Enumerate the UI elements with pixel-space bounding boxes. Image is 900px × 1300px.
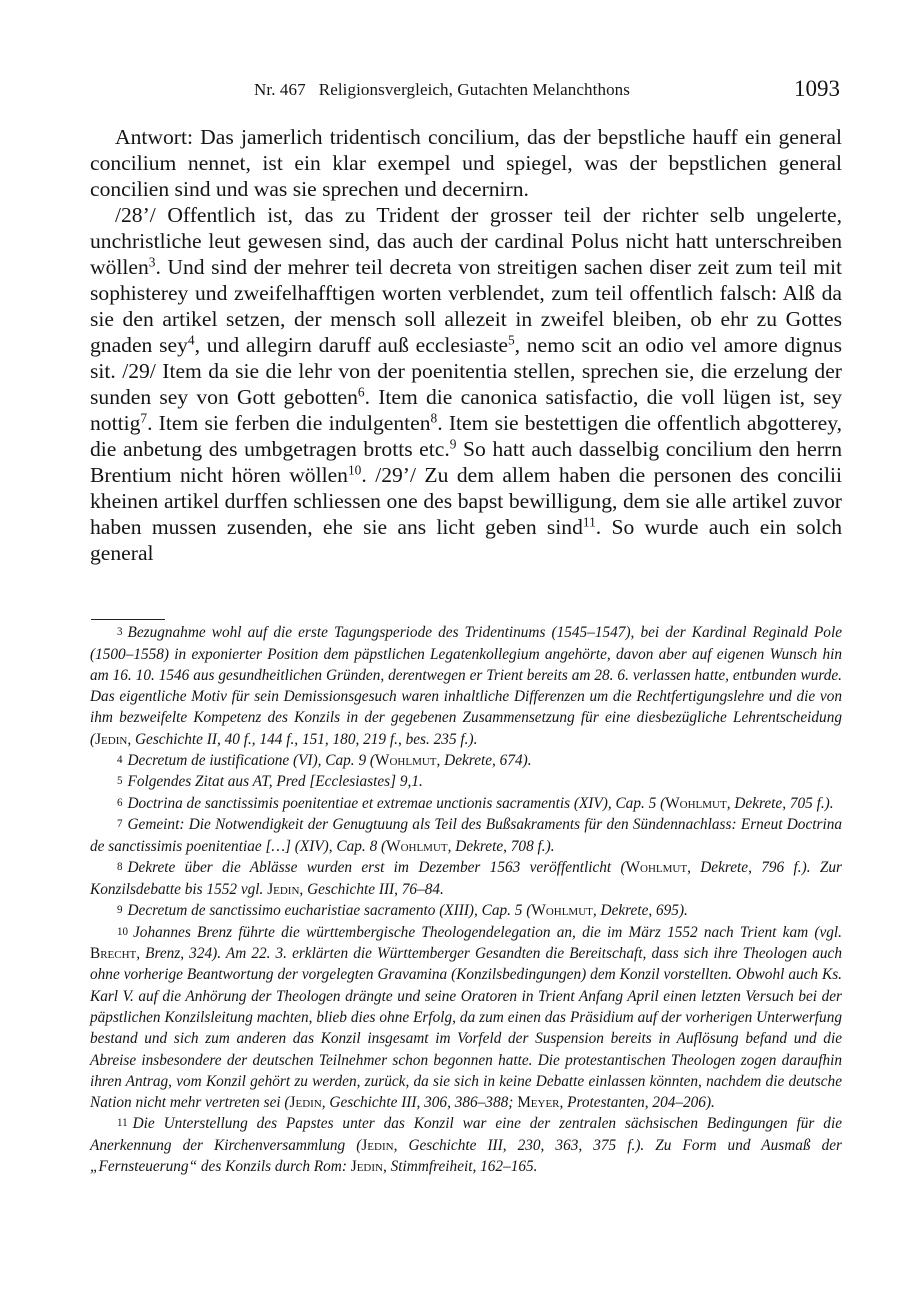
footnote-ref: 9 — [449, 436, 457, 452]
footnote-ref: 4 — [187, 332, 195, 348]
footnote-ref: 6 — [357, 384, 365, 400]
footnote-ref: 10 — [347, 462, 362, 478]
main-text — [90, 124, 842, 566]
footnote-7: 7 Gemeint: Die Notwendigkeit der Genugtuung als Teil des Bußsakraments für den Sündennachlass: Erneut Doctrina de sanctissimis poenitentiae […] (XIV), Cap. 8 (Wohlmut, Dekrete, 708 f.). — [90, 816, 842, 855]
footnote-4: 4 Decretum de iustificatione (VI), Cap. 9 (Wohlmut, Dekrete, 674). — [117, 752, 532, 770]
footnote-ref: 11 — [582, 514, 596, 530]
footnote-ref: 7 — [140, 410, 148, 426]
footnote-8: 8 Dekrete über die Ablässe wurden erst im Dezember 1563 veröffentlicht (Wohlmut, Dekrete, 796 f.). Zur Konzilsdebatte bis 1552 vgl. Jedin, Geschichte III, 76–84. — [90, 859, 842, 898]
footnote-ref: 3 — [148, 254, 156, 270]
footnote-ref: 5 — [507, 332, 515, 348]
footnotes — [90, 622, 842, 1178]
footnote-ref: 8 — [430, 410, 438, 426]
paragraph-answer: Antwort: Das jamerlich tridentisch concilium, das der bepstliche hauff ein general concilium nennet, ist ein klar exempel und spiegel, was der bepstlichen general concilien sind und was sie sprechen und decernirn. — [90, 125, 842, 201]
paragraph-body: /28’/ Offentlich ist, das zu Trident der grosser teil der richter selb ungelerte, unchristliche leut gewesen sind, das auch der cardinal Polus nicht hatt unterschreiben wöllen$^3$. Und sind der mehrer teil decreta von streitigen sachen diser zeit zum teil mit sophisterey und zweifelhafftigen worten verblendet, zum teil offentlich falsch: Alß da sie den artikel setzen, der mensch soll allezeit in zweifel bleiben, ob ehr zu Gottes gnaden sey$^4$, und allegirn daruff auß ecclesiaste$^5$, nemo scit an odio vel amore dignus sit. /29/ Item da sie die lehr von der poenitentia stellen, sprechen sie, die erzelung der sunden sey von Gott gebotten$^6$. Item die canonica satisfactio, die voll lügen ist, sey nottig$^7$. Item sie ferben die indulgenten$^8$. Item sie bestettigen die offentlich abgotterey, die anbetung des umbgetragen brotts etc.$^9$ So hatt auch dasselbig concilium den herrn Brentium nicht hören wöllen$^{10}$. /29’/ Zu dem allem haben die personen des concilii kheinen artikel durffen schliessen one des bapst bewilligung, dem sie alle artikel zuvor haben mussen zusenden, ehe sie ans licht geben sind$^{11}$. So wurde auch ein solch general — [90, 203, 842, 565]
page-number: 1093 — [794, 76, 840, 101]
running-title: Nr. 467 Religionsvergleich, Gutachten Melanchthons — [254, 80, 630, 99]
footnote-5: 5 Folgendes Zitat aus AT, Pred [Ecclesiastes] 9,1. — [117, 773, 423, 791]
footnote-9: 9 Decretum de sanctissimo eucharistiae sacramento (XIII), Cap. 5 (Wohlmut, Dekrete, 695). — [117, 902, 688, 920]
footnote-10: 10 Johannes Brenz führte die württembergische Theologendelegation an, die im März 1552 nach Trient kam (vgl. Brecht, Brenz, 324). Am 22. 3. erklärten die Württemberger Gesandten die Bereitschaft, dass sich ihre Theologen auch ohne vorherige Beantwortung der vorgelegten Gravamina (Konzilsbedingungen) dem Konzil vorstellten. Obwohl auch Ks. Karl V. auf die Anhörung der Theologen drängte und seine Oratoren in Trient Anfang April einen letzten Versuch bei der päpstlichen Konzilsleitung machten, blieb dies ohne Erfolg, da zum einen das Präsidium auf der vorherigen Unterwerfung bestand und sich zum anderen das Konzil insgesamt im Vorfeld der Suspension bereits in Auflösung befand und die Abreise insbesondere der deutschen Teilnehmer schon begonnen hatte. Die protestantischen Theologen zogen daraufhin ihren Antrag, vom Konzil gehört zu werden, zurück, da sie sich in keine Debatte einlassen könnten, nachdem die deutsche Nation nicht mehr vertreten sei (Jedin, Geschichte III, 306, 386–388; Meyer, Protestanten, 204–206). — [90, 923, 842, 1112]
footnote-11: 11 Die Unterstellung des Papstes unter das Konzil war eine der zentralen sächsischen Bedingungen für die Anerkennung der Kirchenversammlung (Jedin, Geschichte III, 230, 363, 375 f.). Zu Form und Ausmaß der „Fernsteuerung“ des Konzils durch Rom: Jedin, Stimmfreiheit, 162–165. — [90, 1115, 842, 1176]
footnote-6: 6 Doctrina de sanctissimis poenitentiae et extremae unctionis sacramentis (XIV), Cap. 5 (Wohlmut, Dekrete, 705 f.). — [117, 795, 834, 813]
page-header — [240, 78, 840, 108]
footnote-separator — [91, 619, 165, 620]
footnote-3: 3 Bezugnahme wohl auf die erste Tagungsperiode des Tridentinums (1545–1547), bei der Kardinal Reginald Pole (1500–1558) in exponierter Position dem päpstlichen Legatenkollegium angehörte, davon aber auf eigenen Wunsch hin am 16. 10. 1546 aus gesundheitlichen Gründen, derentwegen er Trient bereits am 28. 6. verlassen hatte, entbunden wurde. Das eigentliche Motiv für sein Demissionsgesuch waren inhaltliche Differenzen um die Rechtfertigungslehre und die von ihm bezweifelte Kompetenz des Konzils in der gegebenen Zusammensetzung für eine diesbezügliche Lehrentscheidung (Jedin, Geschichte II, 40 f., 144 f., 151, 180, 219 f., bes. 235 f.). — [90, 624, 842, 748]
